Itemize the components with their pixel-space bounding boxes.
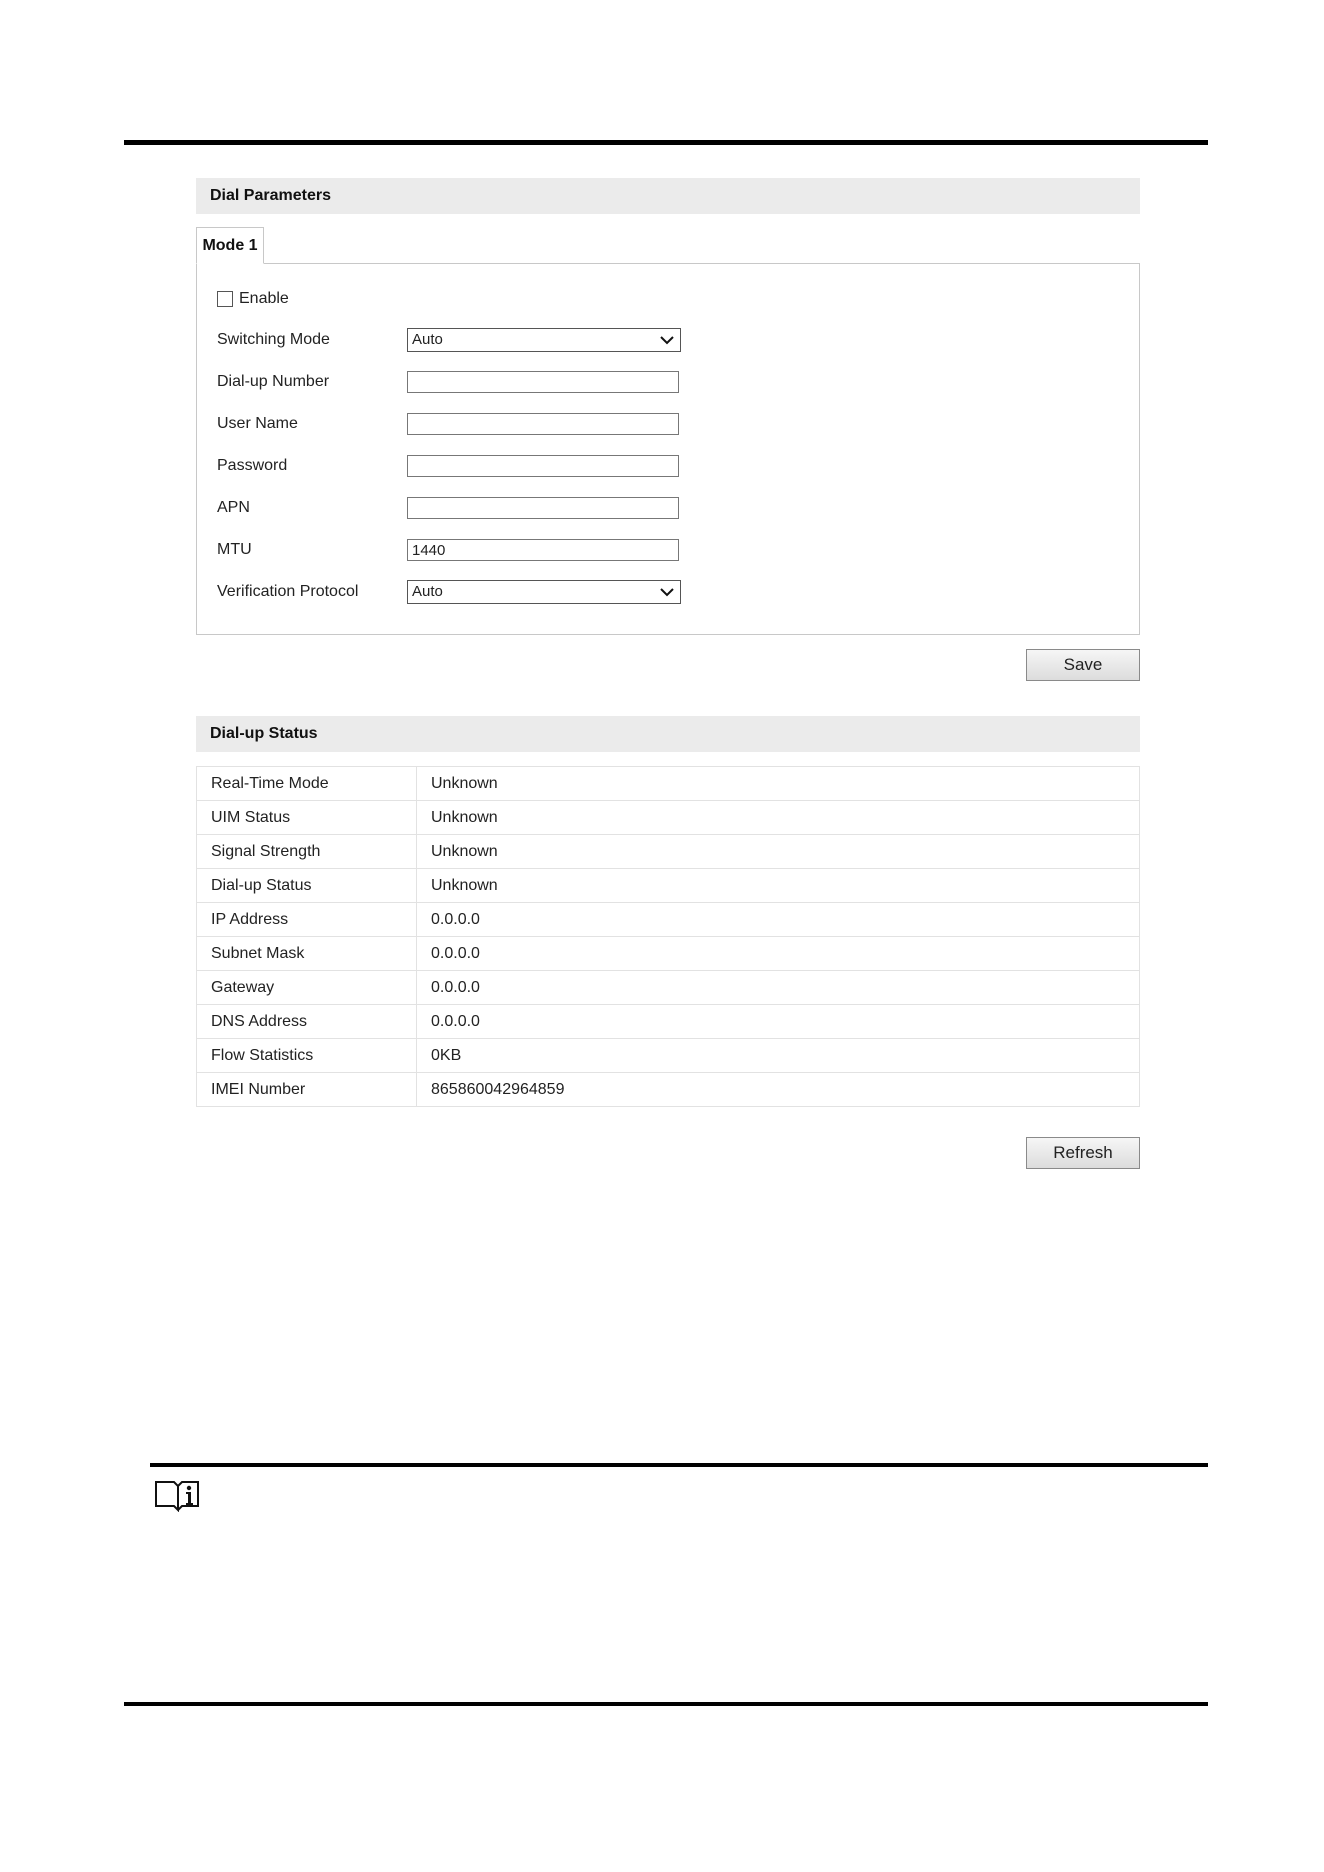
password-input[interactable] (407, 455, 679, 477)
switching-mode-value: Auto (412, 331, 443, 348)
table-row (197, 1005, 1140, 1039)
save-button[interactable]: Save (1026, 649, 1140, 681)
status-key: IP Address (197, 903, 417, 937)
chevron-down-icon (660, 587, 674, 597)
enable-checkbox[interactable] (217, 291, 233, 307)
status-key: Real-Time Mode (197, 767, 417, 801)
bottom-rule (124, 1702, 1208, 1706)
verification-protocol-select[interactable] (407, 580, 681, 604)
status-key: DNS Address (197, 1005, 417, 1039)
status-value: 0.0.0.0 (417, 971, 1140, 1005)
note-rule (150, 1463, 1208, 1467)
enable-label: Enable (239, 290, 289, 307)
verification-protocol-row (217, 580, 737, 604)
apn-input[interactable] (407, 497, 679, 519)
refresh-button[interactable]: Refresh (1026, 1137, 1140, 1169)
table-row (197, 1073, 1140, 1107)
switching-mode-select[interactable] (407, 328, 681, 352)
note-info-icon (154, 1478, 200, 1512)
status-value: 0.0.0.0 (417, 937, 1140, 971)
mtu-input[interactable] (407, 539, 679, 561)
status-value: 0KB (417, 1039, 1140, 1073)
dial-parameters-panel (196, 263, 1140, 635)
table-row (197, 937, 1140, 971)
status-value: 865860042964859 (417, 1073, 1140, 1107)
switching-mode-row (217, 328, 737, 352)
tab-mode-1[interactable]: Mode 1 (196, 227, 264, 264)
dialup-number-label: Dial-up Number (217, 373, 330, 390)
dialup-status-table (196, 766, 1140, 1107)
dialup-status-header: Dial-up Status (196, 716, 1140, 752)
status-key: IMEI Number (197, 1073, 417, 1107)
verification-protocol-value: Auto (412, 583, 443, 600)
status-value: Unknown (417, 835, 1140, 869)
status-value: Unknown (417, 869, 1140, 903)
table-row (197, 971, 1140, 1005)
verification-protocol-label: Verification Protocol (217, 583, 359, 600)
dial-parameters-header: Dial Parameters (196, 178, 1140, 214)
password-label: Password (217, 457, 288, 474)
table-row (197, 835, 1140, 869)
status-value: 0.0.0.0 (417, 903, 1140, 937)
apn-row (217, 496, 737, 520)
status-value: Unknown (417, 767, 1140, 801)
status-key: Dial-up Status (197, 869, 417, 903)
table-row (197, 869, 1140, 903)
status-value: 0.0.0.0 (417, 1005, 1140, 1039)
chevron-down-icon (660, 335, 674, 345)
switching-mode-label: Switching Mode (217, 331, 330, 348)
status-key: Signal Strength (197, 835, 417, 869)
status-key: Subnet Mask (197, 937, 417, 971)
status-key: UIM Status (197, 801, 417, 835)
table-row (197, 801, 1140, 835)
user-name-input[interactable] (407, 413, 679, 435)
status-value: Unknown (417, 801, 1140, 835)
user-name-row (217, 412, 737, 436)
dialup-number-input[interactable] (407, 371, 679, 393)
table-row (197, 767, 1140, 801)
top-rule (124, 140, 1208, 145)
status-key: Gateway (197, 971, 417, 1005)
status-key: Flow Statistics (197, 1039, 417, 1073)
user-name-label: User Name (217, 415, 298, 432)
dialup-number-row (217, 370, 737, 394)
table-row (197, 903, 1140, 937)
mtu-label: MTU (217, 541, 252, 558)
enable-row (217, 290, 289, 308)
apn-label: APN (217, 499, 250, 516)
mtu-row (217, 538, 737, 562)
password-row (217, 454, 737, 478)
table-row (197, 1039, 1140, 1073)
